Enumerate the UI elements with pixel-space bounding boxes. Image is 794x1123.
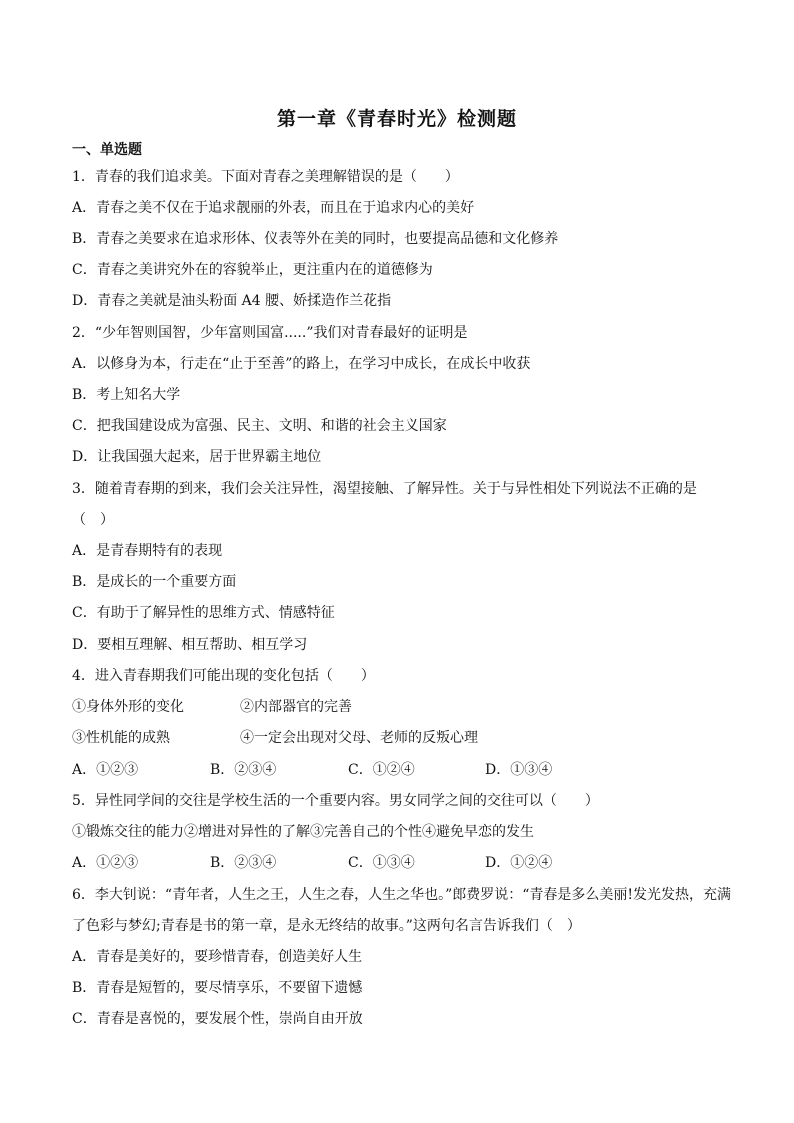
q6-option-c: C．青春是喜悦的，要发展个性，崇尚自由开放 [72, 1011, 363, 1027]
q5-option-c: C．①③④ [348, 855, 415, 871]
q1-stem: 1．青春的我们追求美。下面对青春之美理解错误的是（ ） [72, 169, 459, 185]
q4-option-d: D．①③④ [485, 762, 553, 778]
q3-option-c: C．有助于了解异性的思维方式、情感特征 [72, 605, 335, 621]
q3-option-a: A．是青春期特有的表现 [72, 543, 223, 559]
q3-stem-cont: （ ） [72, 512, 114, 528]
q1-option-c: C．青春之美讲究外在的容貌举止，更注重内在的道德修为 [72, 262, 433, 278]
q4-stem: 4．进入青春期我们可能出现的变化包括（ ） [72, 668, 375, 684]
q2-option-c: C．把我国建设成为富强、民主、文明、和谐的社会主义国家 [72, 418, 447, 434]
q2-stem: 2．“少年智则国智，少年富则国富.....”我们对青春最好的证明是 [72, 325, 468, 341]
q3-option-b: B．是成长的一个重要方面 [72, 574, 237, 590]
q6-stem-cont: 了色彩与梦幻;青春是书的第一章，是永无终结的故事。”这两句名言告诉我们（ ） [72, 918, 581, 934]
q3-stem: 3．随着青春期的到来，我们会关注异性，渴望接触、了解异性。关于与异性相处下列说法不正确的是 [72, 481, 697, 497]
q5-items: ①锻炼交往的能力②增进对异性的了解③完善自己的个性④避免早恋的发生 [72, 824, 534, 840]
q2-option-a: A．以修身为本，行走在“止于至善”的路上，在学习中成长，在成长中收获 [72, 356, 531, 372]
q5-options [72, 852, 732, 872]
q2-option-d: D．让我国强大起来，居于世界霸主地位 [72, 449, 322, 465]
q6-option-b: B．青春是短暂的，要尽情享乐，不要留下遗憾 [72, 980, 363, 996]
q4-option-c: C．①②④ [348, 762, 415, 778]
q4-items-2: ③性机能的成熟 ④一定会出现对父母、老师的反叛心理 [72, 730, 478, 746]
q5-option-d: D．①②④ [485, 855, 553, 871]
q4-options [72, 759, 732, 779]
page-title: 第一章《青春时光》检测题 [276, 108, 517, 130]
q1-option-a: A．青春之美不仅在于追求靓丽的外表，而且在于追求内心的美好 [72, 200, 475, 216]
q4-option-a: A．①②③ [72, 762, 139, 778]
section-heading: 一、单选题 [72, 142, 142, 158]
q5-option-b: B．②③④ [210, 855, 277, 871]
q3-option-d: D．要相互理解、相互帮助、相互学习 [72, 637, 308, 653]
q5-stem: 5．异性同学间的交往是学校生活的一个重要内容。男女同学之间的交往可以（ ） [72, 793, 599, 809]
q6-option-a: A．青春是美好的，要珍惜青春，创造美好人生 [72, 949, 363, 965]
q6-stem: 6．李大钊说：“青年者，人生之王，人生之春，人生之华也。”郎费罗说：“青春是多么美丽!发光发热，充满 [72, 887, 732, 903]
q4-items-1: ①身体外形的变化 ②内部器官的完善 [72, 699, 352, 715]
q5-option-a: A．①②③ [72, 855, 139, 871]
q2-option-b: B．考上知名大学 [72, 387, 181, 403]
q4-option-b: B．②③④ [210, 762, 277, 778]
q1-option-b: B．青春之美要求在追求形体、仪表等外在美的同时，也要提高品德和文化修养 [72, 231, 559, 247]
q1-option-d: D．青春之美就是油头粉面 A4 腰、娇揉造作兰花指 [72, 293, 392, 309]
